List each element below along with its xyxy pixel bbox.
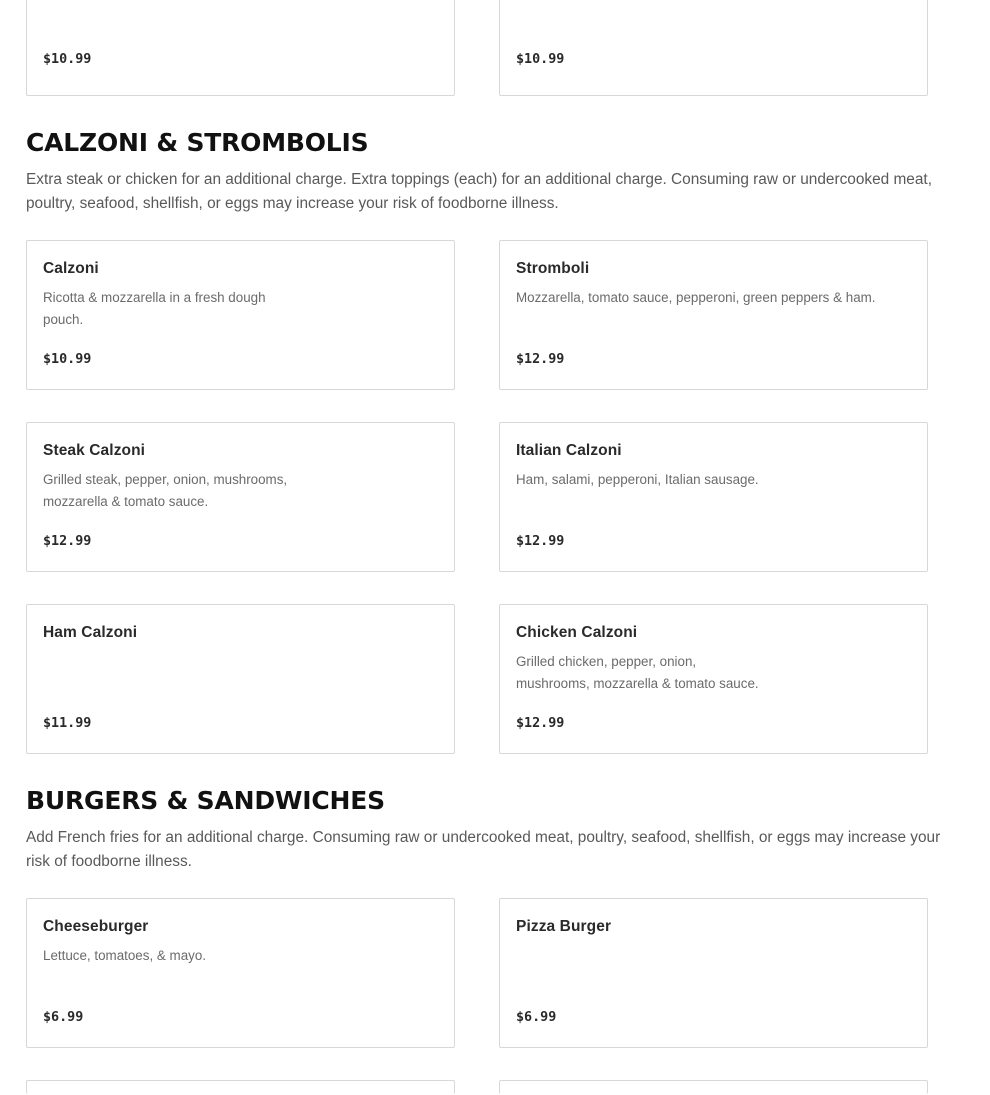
item-description: Grilled chicken, pepper, onion, mushrooms, mozzarella & tomato sauce. [516, 654, 759, 691]
item-price: $12.99 [43, 534, 92, 549]
item-description: Grilled steak, pepper, onion, mushrooms, mozzarella & tomato sauce. [43, 472, 288, 509]
item-price: $12.99 [516, 352, 565, 367]
item-price: $12.99 [516, 716, 565, 731]
section-note: Extra steak or chicken for an additional charge. Extra toppings (each) for an additional charge. Consuming raw or undercooked meat, poultry, seafood, shellfish, or eggs may increase your risk of foodborne illness. [26, 171, 932, 212]
item-name: Cheeseburger [43, 918, 149, 935]
menu-item-calzoni[interactable] [26, 240, 455, 390]
section-title-burgers-sandwiches: BURGERS & SANDWICHES [26, 786, 385, 815]
item-price: $10.99 [43, 352, 92, 367]
section-note: Add French fries for an additional charge. Consuming raw or undercooked meat, poultry, seafood, shellfish, or eggs may increase your risk of foodborne illness. [26, 829, 941, 870]
item-price: $6.99 [43, 1010, 84, 1025]
item-name: Stromboli [516, 260, 590, 277]
item-name: Ham Calzoni [43, 624, 138, 641]
item-name: Steak Calzoni [43, 442, 146, 459]
menu-item-ham-calzoni[interactable] [26, 604, 455, 754]
menu-item-cheeseburger[interactable] [26, 898, 455, 1048]
menu-item-card[interactable] [26, 1080, 455, 1094]
item-price: $10.99 [43, 52, 92, 67]
menu-item-stromboli[interactable] [499, 240, 928, 390]
item-name: Calzoni [43, 260, 99, 277]
item-price: $10.99 [516, 52, 565, 67]
menu-item-italian-calzoni[interactable] [499, 422, 928, 572]
section-title-calzoni-strombolis: CALZONI & STROMBOLIS [26, 128, 369, 157]
item-description: Lettuce, tomatoes, & mayo. [43, 948, 207, 963]
item-description: Ham, salami, pepperoni, Italian sausage. [516, 472, 759, 487]
menu-item-pizza-burger[interactable] [499, 898, 928, 1048]
menu-item-steak-calzoni[interactable] [26, 422, 455, 572]
menu-item-card[interactable] [499, 0, 928, 96]
item-name: Pizza Burger [516, 918, 612, 935]
item-description: Mozzarella, tomato sauce, pepperoni, green peppers & ham. [516, 290, 876, 305]
item-name: Chicken Calzoni [516, 624, 638, 641]
menu-item-chicken-calzoni[interactable] [499, 604, 928, 754]
item-description: Ricotta & mozzarella in a fresh dough pouch. [43, 290, 266, 327]
menu-item-card[interactable] [499, 1080, 928, 1094]
item-name: Italian Calzoni [516, 442, 622, 459]
menu-item-card[interactable] [26, 0, 455, 96]
item-price: $6.99 [516, 1010, 557, 1025]
item-price: $12.99 [516, 534, 565, 549]
item-price: $11.99 [43, 716, 92, 731]
